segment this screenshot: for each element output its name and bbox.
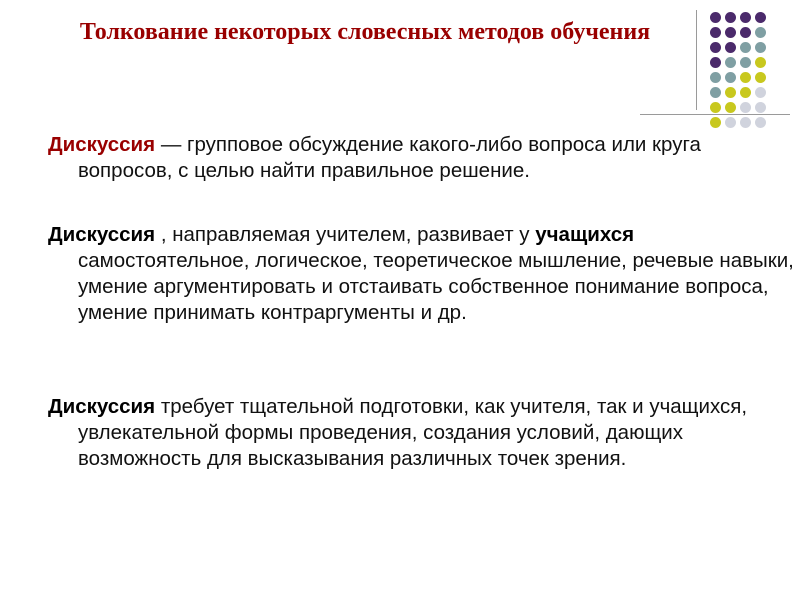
decorative-dot	[710, 57, 721, 68]
decorative-dot	[725, 57, 736, 68]
term-discussion: Дискуссия	[48, 395, 156, 418]
slide-title: Толкование некоторых словесных методов обучения	[79, 19, 651, 45]
decorative-dot	[740, 102, 751, 113]
decorative-dot	[755, 27, 766, 38]
decorative-dot	[725, 117, 736, 128]
term-discussion: Дискуссия	[48, 223, 156, 246]
decorative-dot	[710, 102, 721, 113]
decorative-dot	[725, 42, 736, 53]
decorative-dot	[710, 72, 721, 83]
decorative-dot	[725, 72, 736, 83]
paragraph-text: требует тщательной подготовки, как учителя, так и учащихся, увлекательной формы проведения, создания условий, дающих возможность для высказывания различных точек зрения.	[78, 395, 748, 470]
paragraph-discussion-preparation	[48, 394, 798, 472]
term-discussion: Дискуссия	[48, 133, 156, 156]
decorative-dot	[710, 27, 721, 38]
decorative-dot	[755, 12, 766, 23]
decorative-dot	[740, 57, 751, 68]
decorative-dot	[755, 87, 766, 98]
paragraph-text: самостоятельное, логическое, теоретическое мышление, речевые навыки, умение аргументировать и отстаивать собственное понимание вопроса, умение принимать контраргументы и др.	[78, 249, 794, 324]
decorative-dot	[740, 87, 751, 98]
decorative-dot	[740, 12, 751, 23]
decorative-dot	[725, 27, 736, 38]
decorative-dot	[755, 42, 766, 53]
paragraph-text: — групповое обсуждение какого-либо вопроса или круга вопросов, с целью найти правильное решение.	[78, 133, 701, 182]
term-students: учащихся	[535, 223, 635, 246]
decorative-dot	[740, 42, 751, 53]
decorative-dot	[740, 117, 751, 128]
decorative-horizontal-line	[640, 114, 790, 115]
paragraph-discussion-development	[48, 222, 798, 326]
decorative-dot	[710, 87, 721, 98]
paragraph-discussion-definition	[48, 132, 798, 184]
decorative-dot	[725, 12, 736, 23]
paragraph-text: , направляемая учителем, развивает у	[155, 223, 536, 246]
decorative-dot	[725, 102, 736, 113]
decorative-vertical-line	[696, 10, 697, 110]
decorative-dot	[755, 102, 766, 113]
decorative-dot	[755, 117, 766, 128]
decorative-dot	[740, 27, 751, 38]
decorative-dot	[725, 87, 736, 98]
decorative-dot-grid	[0, 0, 800, 130]
decorative-dot	[755, 57, 766, 68]
decorative-dot	[710, 42, 721, 53]
decorative-dot	[740, 72, 751, 83]
decorative-dot	[710, 12, 721, 23]
decorative-dot	[710, 117, 721, 128]
decorative-dot	[755, 72, 766, 83]
